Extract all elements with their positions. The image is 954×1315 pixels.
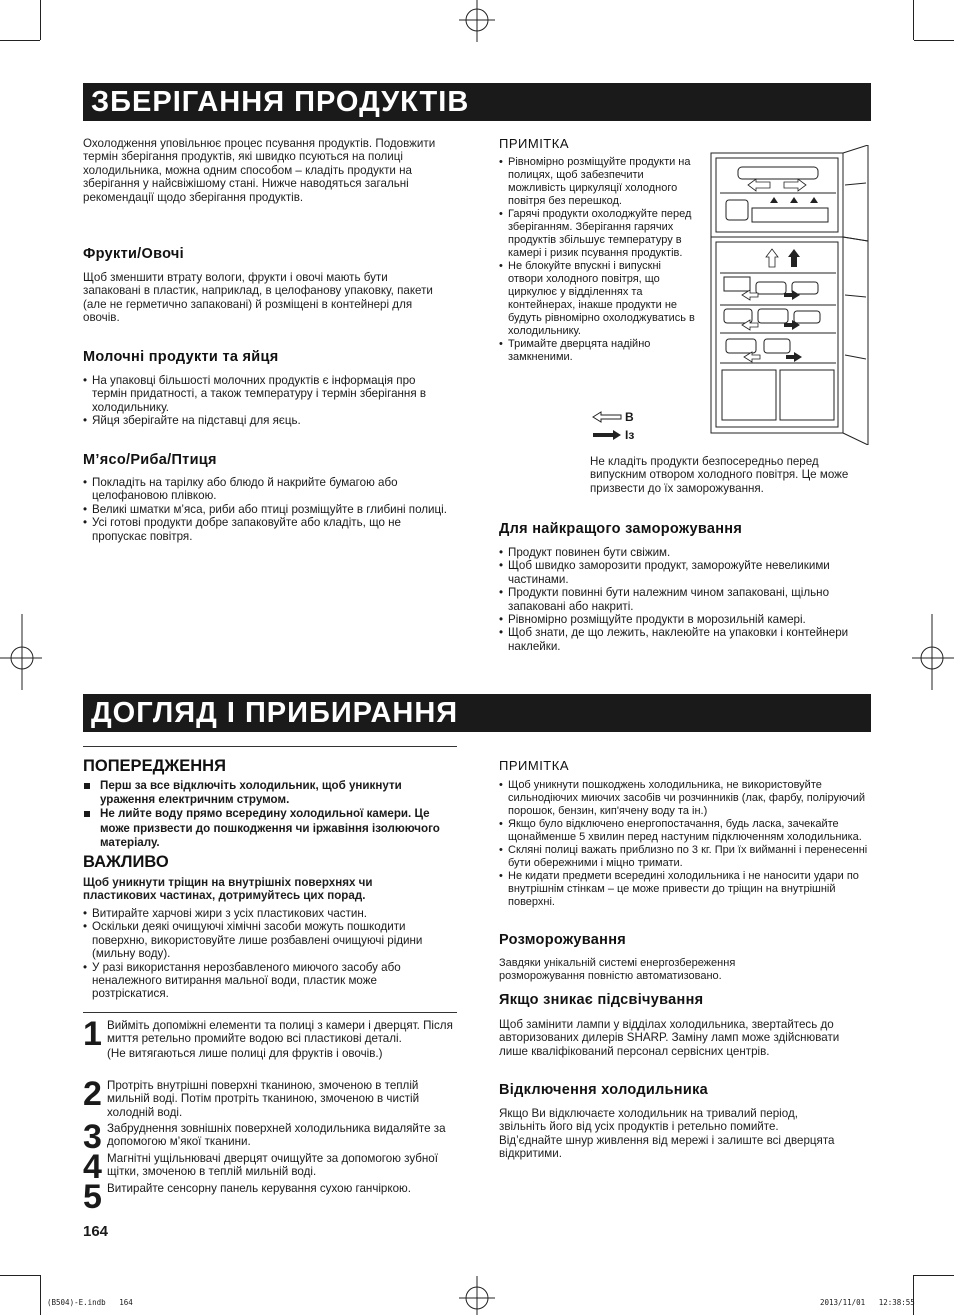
footer-timestamp: 2013/11/01 12:38:55 — [820, 1298, 915, 1307]
page-number: 164 — [83, 1223, 109, 1240]
registration-mark-top — [455, 0, 499, 44]
list-item: • Великі шматки м’яса, риби або птиці розміщуйте в глибині полиці. — [83, 503, 453, 516]
list-item: • Тримайте дверцята надійно замкненими. — [499, 338, 699, 364]
list-item: • На упаковці більшості молочних продуктів є інформація про термін придатності, а також температуру і термін зберігання в холодильнику. — [83, 374, 453, 414]
crop-mark — [914, 1275, 954, 1276]
registration-mark-right — [910, 614, 954, 690]
step-4 — [83, 1148, 457, 1186]
storage-intro: Охолодження уповільнює процес псування продуктів. Подовжити термін зберігання продуктів, які швидко псуються на полиці холодильника, можна одним способом – кладіть продукти на зберігання у найсвіжішому стані. Нижче наводяться загальні рекомендації щодо зберігання продуктів. — [83, 137, 436, 204]
step-text: Магнітні ущільнювачі дверцят очищуйте за допомогою зубної щітки, змоченою в теплій мильній воді. — [107, 1152, 438, 1179]
refrigerator-airflow-diagram — [708, 145, 871, 445]
step-text: Витирайте сенсорну панель керування сухою ганчіркою. — [107, 1182, 411, 1195]
important-list — [83, 907, 455, 1001]
step-number: 2 — [83, 1075, 102, 1113]
list-item: • Щоб знати, де що лежить, наклеюйте на упаковки і контейнери наклейки. — [499, 626, 873, 653]
meat-list — [83, 476, 453, 543]
list-item: • Не кидати предмети всередині холодильника і не наносити удари по внутрішнім стінкам – це може привести до тріщин на внутрішній поверхні. — [499, 870, 873, 909]
freeze-list — [499, 546, 873, 653]
footer-file-info: (B504)-E.indb 164 — [47, 1298, 133, 1307]
list-item: • Не блокуйте впускні і випускні отвори холодного повітря, що циркулює у відділеннях та контейнерах, інакше продукти не будуть рівномірно охолоджуватись в холодильнику. — [499, 260, 699, 338]
step-number: 1 — [83, 1015, 102, 1053]
list-item: • Яйця зберігайте на підставці для яєць. — [83, 414, 453, 427]
list-item: • Щоб уникнути пошкоджень холодильника, не використовуйте сильнодіючих миючих засобів чи розчинників (лак, фарбу, поліруючий порошок, бензин, кип'ячену воду та ін.) — [499, 779, 873, 818]
off-text: Якщо Ви відключаєте холодильник на тривалий період, звільніть його від усіх продуктів і ретельно помийте. Від’єднайте шнур живлення від мережі і залиште всі дверцята відкритими. — [499, 1107, 835, 1161]
crop-mark — [0, 40, 40, 41]
list-item: • Скляні полиці важать приблизно по 3 кг. При їх вийманні і перенесенні бути обережними і міцно тримати. — [499, 844, 873, 870]
divider — [83, 1012, 457, 1013]
legend-out-label: Із — [625, 428, 635, 442]
step-text: Забруднення зовнішніх поверхней холодильника видаляйте за допомогою м’якої тканини. — [107, 1122, 446, 1149]
defrost-heading: Розморожування — [499, 932, 627, 948]
list-item: Перш за все відключіть холодильник, щоб уникнути ураження електричним струмом. — [83, 779, 459, 807]
care-title: ДОГЛЯД І ПРИБИРАННЯ — [83, 694, 871, 732]
light-text: Щоб замінити лампи у відділах холодильника, звертайтесь до авторизованих дилерів SHARP. Заміну ламп може здійснювати лише кваліфікований персонал сервісних центрів. — [499, 1018, 840, 1058]
registration-mark-bottom — [455, 1274, 499, 1315]
step-5 — [83, 1178, 457, 1216]
crop-mark — [40, 0, 41, 40]
step-number: 3 — [83, 1118, 102, 1156]
list-item: • Продукт повинен бути свіжим. — [499, 546, 873, 559]
off-heading: Відключення холодильника — [499, 1082, 708, 1098]
list-item: • Усі готові продукти добре запаковуйте або кладіть, що не пропускає повітря. — [83, 516, 453, 543]
step-3 — [83, 1118, 457, 1156]
care-note-title: ПРИМІТКА — [499, 758, 569, 773]
list-item: • Витирайте харчові жири з усіх пластикових частин. — [83, 907, 455, 920]
list-item: • Оскільки деякі очищуючі хімічні засоби можуть пошкодити поверхню, використовуйте лише розбавлені очищуючі рідини (мильну воду). — [83, 920, 455, 960]
light-heading: Якщо зникає підсвічування — [499, 992, 704, 1008]
storage-note-title: ПРИМІТКА — [499, 136, 569, 151]
list-item: • У разі використання нерозбавленого миючого засобу або неналежного витирання мальної води, пластик може розтріскатися. — [83, 961, 455, 1001]
warning-list — [83, 779, 459, 850]
air-out-arrow-icon — [591, 429, 623, 441]
storage-note-list — [499, 156, 699, 364]
crop-mark — [914, 40, 954, 41]
step-text: Вийміть допоміжні елементи та полиці з камери і дверцят. Після миття ретельно промийте водою всі пластикові деталі. — [107, 1019, 453, 1046]
list-item: • Якщо було відключено енергопостачання, будь ласка, зачекайте щонайменше 5 хвилин перед настуним підключенням холодильника. — [499, 818, 873, 844]
list-item: • Гарячі продукти охолоджуйте перед зберіганням. Зберігання гарячих продуктів збільшує температуру в камері і ризик псування продуктів. — [499, 208, 699, 260]
step-2 — [83, 1075, 457, 1119]
fruits-heading: Фрукти/Овочі — [83, 246, 184, 262]
legend-in-label: В — [625, 410, 634, 424]
crop-mark — [913, 0, 914, 40]
list-item: Не лийте воду прямо всередину холодильної камери. Це може призвести до пошкодження чи іржавіння ізолюючого матеріалу. — [83, 807, 459, 850]
crop-mark — [0, 1275, 40, 1276]
step-note: (Не витягаються лише полиці для фруктів і овочів.) — [107, 1046, 383, 1060]
crop-mark — [40, 1275, 41, 1315]
important-heading: ВАЖЛИВО — [83, 853, 169, 871]
fruits-text: Щоб зменшити втрату вологи, фрукти і овочі мають бути запаковані в пластик, наприклад, в целофанову упаковку, пакети (але не герметично запаковані) й розміщені в контейнері для овочів. — [83, 271, 433, 325]
care-note-list — [499, 779, 873, 909]
dairy-heading: Молочні продукти та яйця — [83, 349, 279, 365]
storage-title: ЗБЕРІГАННЯ ПРОДУКТІВ — [83, 83, 871, 121]
registration-mark-left — [0, 614, 44, 690]
freeze-heading: Для найкращого заморожування — [499, 521, 743, 537]
meat-heading: М’ясо/Риба/Птиця — [83, 452, 217, 468]
divider — [83, 746, 457, 747]
defrost-text: Завдяки унікальній системі енергозбереження розморожування повністю автоматизовано. — [499, 957, 736, 982]
list-item: • Рівномірно розміщуйте продукти на полицях, щоб забезпечити можливість циркуляції холодного повітря без перешкод. — [499, 156, 699, 208]
diagram-caption: Не кладіть продукти безпосередньо перед випускним отвором холодного повітря. Це може призвести до їх заморожування. — [590, 455, 849, 495]
list-item: • Покладіть на тарілку або блюдо й накрийте бумагою або целофановою плівкою. — [83, 476, 453, 503]
step-text: Протріть внутрішні поверхні тканиною, змоченою в теплій мильній воді. Потім протріть тканиною, змоченою в чистій холодній воді. — [107, 1079, 420, 1119]
air-in-arrow-icon — [591, 411, 623, 423]
important-lead: Щоб уникнути тріщин на внутрішніх поверхнях чи пластикових частинах, дотримуйтесь цих порад. — [83, 876, 373, 903]
dairy-list — [83, 374, 453, 428]
step-1 — [83, 1015, 457, 1060]
list-item: • Рівномірно розміщуйте продукти в морозильній камері. — [499, 613, 873, 626]
list-item: • Щоб швидко заморозити продукт, заморожуйте невеликими частинами. — [499, 559, 873, 586]
list-item: • Продукти повинні бути належним чином запаковані, щільно запаковані або накриті. — [499, 586, 873, 613]
step-number: 5 — [83, 1178, 102, 1216]
crop-mark — [913, 1275, 914, 1315]
step-number: 4 — [83, 1148, 102, 1186]
warning-heading: ПОПЕРЕДЖЕННЯ — [83, 757, 226, 775]
